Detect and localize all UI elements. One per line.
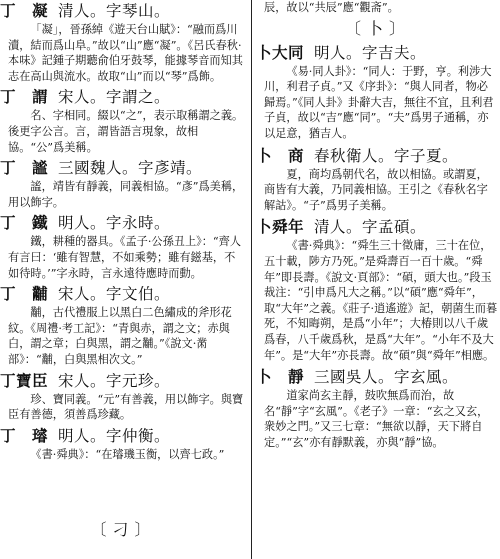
entry xyxy=(0,157,247,210)
entry-explanation: 黼，古代禮服上以黑白二色繡成的斧形花紋。《周禮·考工記》：“青與赤，謂之文；赤與白，謂之章；白與黑，謂之黼。”《說文·黹部》：“黼，白與黑相次文。” xyxy=(8,306,232,366)
entry-heading xyxy=(0,370,247,392)
entry-name: 卜 靜 xyxy=(256,367,305,387)
entry-heading xyxy=(256,216,500,238)
entry xyxy=(256,216,500,363)
entry-name: 卜大同 xyxy=(256,42,305,62)
entry-explanation: 名、字相同。綴以“之”，表示取稱謂之義。後更字公言。言，謂皆語言現象，故相協。“公”爲美稱。 xyxy=(8,109,244,154)
entry-name: 丁 謐 xyxy=(0,158,49,178)
entry-explanation: 珍、寶同義。“元”有善義，用以飾字。與寶臣有善德，須善爲珍藏。 xyxy=(8,392,244,422)
left-column xyxy=(0,0,247,559)
entry xyxy=(0,283,247,367)
entry-name: 卜舜年 xyxy=(256,217,305,237)
entry-heading xyxy=(0,425,247,447)
entry xyxy=(0,86,247,155)
entry-explanation: 夏，商均爲朝代名，故以相協。或謂夏，商皆有大義，乃同義相協。王引之《春秋名字解詁》。“子”爲男子美稱。 xyxy=(264,167,488,212)
entry-explanation: 道家尚玄主靜，鼓吹無爲而治，故名“靜”字“玄風”。《老子》一章：“玄之又玄，衆妙之門。”又三七章：“無欲以靜，天下將自定。”“玄”亦有靜默義，亦與“靜”協。 xyxy=(264,389,489,449)
entry-description: 三國魏人。字彥靖。 xyxy=(58,159,203,178)
entry-name: 丁 璿 xyxy=(0,425,49,445)
entry-name: 丁 鐵 xyxy=(0,213,49,233)
entry-name: 丁 謂 xyxy=(0,87,49,107)
entry-explanation: 《書·舜典》：“舜生三十徵庸，三十在位，五十載，陟方乃死。”是舜壽百一百十歲。“舜年”即長壽。《說文·頁部》：“碩，頭大也。”段玉裁注：“引申爲凡大之稱。”以“碩”應“舜年”，取“大年”之義。《莊子·逍遙遊》記，朝菌生而暮死，不知晦朔，是爲“小年”；大椿則以八千歲爲春，八千歲爲秋，是爲“大年”。“小年不及大年”。是“大年”亦長壽。故“碩”與“舜年”相應。 xyxy=(264,239,498,362)
entry-description: 明人。字永時。 xyxy=(58,214,171,233)
entry-description: 明人。字仲衡。 xyxy=(58,426,171,445)
entry-name: 丁 黼 xyxy=(0,284,49,304)
entry-heading xyxy=(0,283,247,305)
entry-heading xyxy=(0,86,247,108)
entry xyxy=(256,42,500,142)
entry-description: 三國吳人。字玄風。 xyxy=(314,368,459,387)
entry-heading xyxy=(0,157,247,179)
left-entry-list xyxy=(0,0,247,462)
entry-name: 卜 商 xyxy=(256,145,305,165)
entry-description: 明人。字吉夫。 xyxy=(314,43,427,62)
right-column xyxy=(256,0,500,559)
section-heading-diao: 〔刁〕 xyxy=(90,520,157,539)
entry-heading xyxy=(256,42,500,64)
continued-text: 辰，故以“共辰”應“觀斋”。 xyxy=(264,1,399,14)
entry xyxy=(256,366,500,450)
entry-name: 丁 凝 xyxy=(0,1,49,20)
entry xyxy=(0,370,247,423)
section-heading-bu: 〔卜〕 xyxy=(344,18,411,38)
column-divider xyxy=(251,0,252,559)
entry-explanation: 「凝」，晉孫綽《遊天台山賦》：“融而爲川瀆，結而爲山阜。”故以“山”應“凝”。《呂氏春秋·本味》記鍾子期聽俞伯牙鼓琴，能據琴音而知其志在高山與流水。故取“山”而以“琴”爲飾。 xyxy=(8,23,243,83)
entry-explanation: 《書·舜典》：“在璿璣玉衡，以齊七政。” xyxy=(30,447,225,461)
entry-explanation: 《易·同人卦》：“同人：于野，亨。利涉大川，利君子貞。”又《序卦》：“與人同者，物必歸焉。”《同人卦》卦辭大吉，無往不宜，且利君子貞，故以“吉”應“同”。“夫”爲男子通稱，亦以足意，猶吉人。 xyxy=(264,64,494,140)
entry xyxy=(0,212,247,281)
right-entry-list xyxy=(256,42,500,451)
entry xyxy=(256,145,500,214)
entry-name: 丁寶臣 xyxy=(0,370,49,390)
entry-heading xyxy=(256,145,500,167)
entry xyxy=(0,425,247,463)
entry-heading xyxy=(256,366,500,388)
entry-description: 宋人。字元珍。 xyxy=(58,371,171,390)
entry-explanation: 謐，靖皆有靜義，同義相協。“彥”爲美稱，用以飾字。 xyxy=(8,180,244,209)
entry-explanation: 鐵，耕種的器具。《孟子·公孫丑上》：“齊人有言曰：‘雖有智慧，不如乘勢；雖有鎡基，不如待時。’”字永時，言永遠待應時而動。 xyxy=(8,235,242,280)
entry-description: 清人。字琴山。 xyxy=(58,2,171,20)
entry-heading xyxy=(0,212,247,234)
entry-description: 清人。字孟碩。 xyxy=(314,218,427,237)
entry xyxy=(0,0,247,84)
entry-description: 春秋衛人。字子夏。 xyxy=(314,146,459,165)
entry-heading xyxy=(0,0,247,22)
entry-description: 宋人。字文伯。 xyxy=(58,285,171,304)
entry-description: 宋人。字謂之。 xyxy=(58,88,171,107)
